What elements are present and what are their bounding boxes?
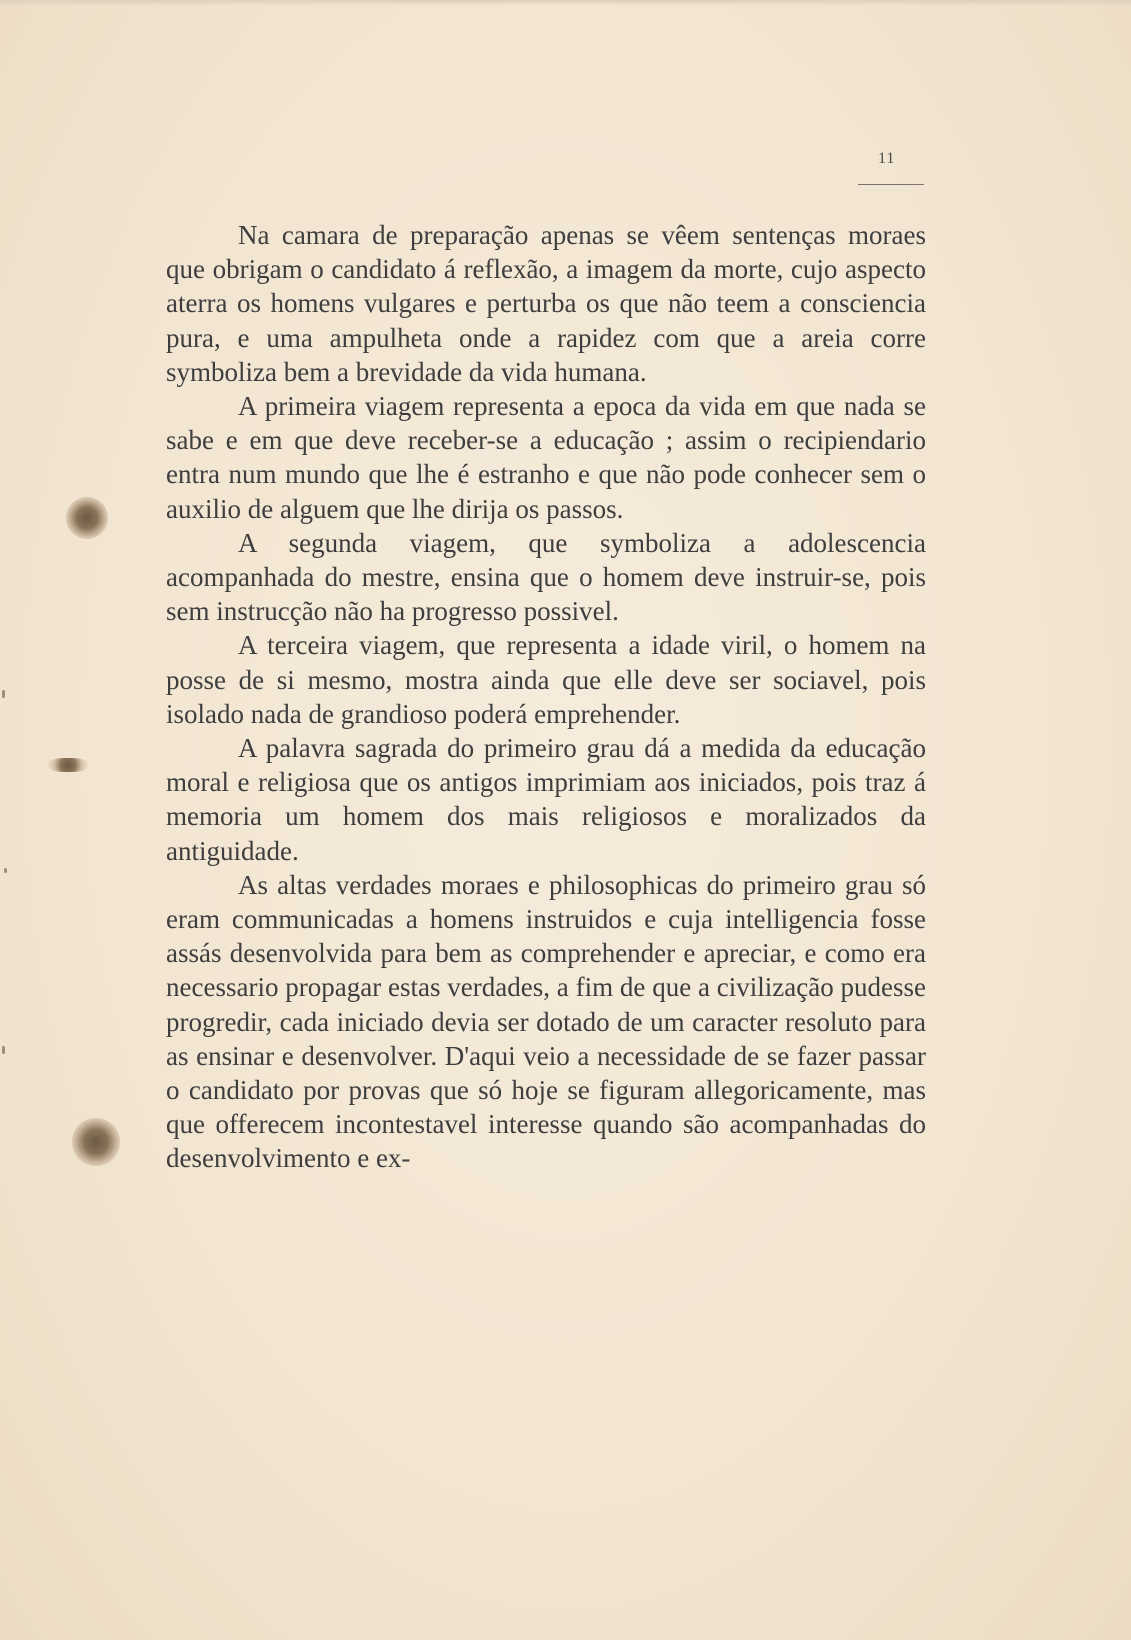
page-number-rule (858, 184, 924, 185)
ink-stain (72, 1118, 120, 1166)
ink-stain (48, 758, 88, 772)
margin-speck (4, 868, 7, 873)
paragraph-altas-verdades: As altas verdades moraes e philosophicas do primeiro grau só eram communicadas a homens instruidos e cuja intelligencia fosse assás desenvolvida para bem as comprehender e apreciar, e como era necessario propagar estas verdades, a fim de que a civilização pudesse progredir, cada iniciado devia ser dotado de um caracter resoluto para as ensinar e desenvolver. D'aqui veio a necessidade de se fazer passar o candidato por provas que só hoje se figuram allegoricamente, mas que offerecem incontestavel interesse quando são acompanhadas do desenvolvimento e ex- (166, 869, 926, 1174)
paragraph-palavra-sagrada: A palavra sagrada do primeiro grau dá a medida da educação moral e religiosa que os antigos imprimiam aos iniciados, pois traz á memoria um homem dos mais religiosos e moralizados da antiguidade. (166, 733, 926, 866)
margin-speck (2, 1046, 5, 1054)
ink-stain (66, 497, 108, 539)
margin-speck (2, 690, 5, 698)
paragraph-camara-preparacao: Na camara de preparação apenas se vêem sentenças moraes que obrigam o candidato á reflexão, a imagem da morte, cujo aspecto aterra os homens vulgares e perturba os que não teem a consciencia pura, e uma ampulheta onde a rapidez com que a areia corre symboliza bem a brevidade da vida humana. (166, 220, 926, 387)
body-text (166, 218, 926, 1176)
page-number: 11 (878, 150, 896, 167)
page-top-edge (0, 0, 1131, 6)
paragraph-segunda-viagem: A segunda viagem, que symboliza a adolescencia acompanhada do mestre, ensina que o homem deve instruir-se, pois sem instrucção não ha progresso possivel. (166, 527, 926, 627)
paragraph-primeira-viagem: A primeira viagem representa a epoca da vida em que nada se sabe e em que deve receber-se a educação ; assim o recipiendario entra num mundo que lhe é estranho e que não pode conhecer sem o auxilio de alguem que lhe dirija os passos. (166, 391, 926, 524)
paragraph-terceira-viagem: A terceira viagem, que representa a idade viril, o homem na posse de si mesmo, mostra ainda que elle deve ser sociavel, pois isolado nada de grandioso poderá emprehender. (166, 630, 926, 729)
